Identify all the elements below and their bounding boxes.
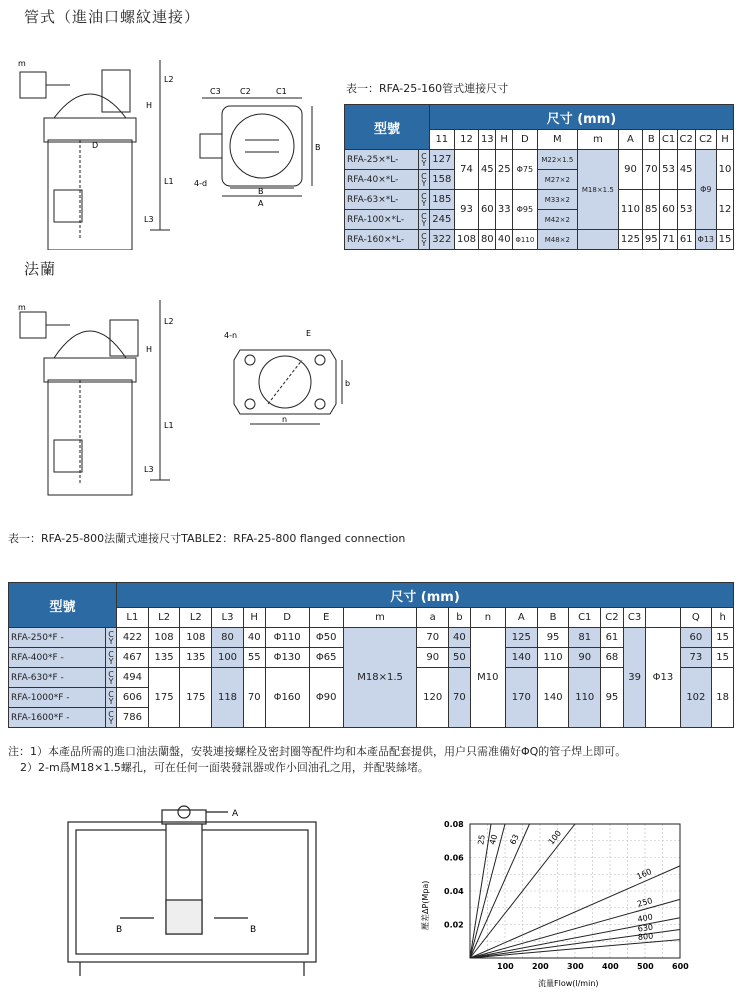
t1-col: 13: [479, 130, 496, 150]
t1-model: RFA-63×*L-: [345, 190, 419, 210]
t2-cell: 125: [506, 628, 538, 648]
t2-cell: 102: [680, 668, 712, 728]
t1-cell: 45: [479, 150, 496, 190]
t2-cell: Φ50: [309, 628, 343, 648]
t1-cell: 61: [677, 230, 695, 250]
x-tick-label: 600: [672, 962, 689, 971]
t2-cell: 135: [180, 648, 212, 668]
t2-model: RFA-1000*F -: [9, 688, 106, 708]
t2-cell: Φ160: [265, 668, 309, 728]
label-L3: L3: [144, 215, 154, 224]
x-tick-label: 300: [567, 962, 584, 971]
y-tick-label: 0.02: [444, 920, 464, 930]
t1-cell: M27×2: [537, 170, 578, 190]
x-tick-label: 200: [532, 962, 549, 971]
t1-model: RFA-40×*L-: [345, 170, 419, 190]
t1-cell: M48×2: [537, 230, 578, 250]
t2-cell: Φ90: [309, 668, 343, 728]
t2-col: h: [712, 608, 734, 628]
flange-top-view: [210, 320, 360, 430]
t1-cell: M18×1.5: [578, 150, 619, 230]
chart-ylabel: 壓差ΔP(Mpa): [421, 880, 430, 930]
t1-cell: 245: [429, 210, 454, 230]
t2-cell: 68: [601, 648, 624, 668]
chart-xlabel: 流量Flow(l/min): [538, 979, 599, 988]
t2-cy: C Y: [106, 648, 117, 668]
tank-installation-diagram: [60, 800, 330, 980]
t2-col: L3: [212, 608, 244, 628]
y-tick-label: 0.08: [444, 820, 464, 829]
t1-cell: 93: [454, 190, 479, 230]
t2-col: m: [343, 608, 417, 628]
x-tick-label: 100: [497, 962, 514, 971]
t2-cell: 90: [569, 648, 601, 668]
t2-cell: 95: [601, 668, 624, 728]
t2-cell: 40: [449, 628, 471, 648]
series-label-40: 40: [487, 833, 500, 846]
t2-cell: 110: [569, 668, 601, 728]
t2-cell: 140: [506, 648, 538, 668]
label-B-side: B: [315, 143, 321, 152]
t1-cell: Φ110: [513, 230, 537, 250]
t1-model: RFA-160×*L-: [345, 230, 419, 250]
t2-cell: M10: [470, 628, 505, 728]
t1-cell: 53: [677, 190, 695, 230]
t1-col: B: [643, 130, 660, 150]
t2-col: E: [309, 608, 343, 628]
t1-col: H: [496, 130, 513, 150]
t1-cell: Φ13: [695, 230, 717, 250]
t2-cell: 175: [180, 668, 212, 728]
t1-cell: 33: [496, 190, 513, 230]
t2-cell: 422: [117, 628, 149, 648]
t2-cell: 606: [117, 688, 149, 708]
label-4-n: 4-n: [224, 331, 238, 340]
label-L2-flange: L2: [164, 317, 174, 326]
t1-cell: 60: [479, 190, 496, 230]
t2-cy: C Y: [106, 628, 117, 648]
label-inlet-A: A: [232, 809, 239, 819]
t1-cell: 12: [717, 190, 734, 230]
t1-cy: C Y: [418, 190, 429, 210]
t1-col: m: [578, 130, 619, 150]
t1-cell: 110: [618, 190, 643, 230]
t1-col: C1: [660, 130, 678, 150]
t2-cell: 60: [680, 628, 712, 648]
label-4-d: 4-d: [194, 179, 208, 188]
t1-model: RFA-100×*L-: [345, 210, 419, 230]
label-outlet-B-right: B: [250, 925, 257, 935]
table2-caption: 表一：RFA-25-800法蘭式連接尺寸TABLE2：RFA-25-800 flanged connection: [8, 532, 406, 545]
t2-col: Q: [680, 608, 712, 628]
x-tick-label: 500: [637, 962, 654, 971]
y-tick-label: 0.04: [444, 887, 464, 896]
t1-cy: C Y: [418, 230, 429, 250]
label-A: A: [258, 199, 264, 208]
t1-cell: 25: [496, 150, 513, 190]
t2-cell: 494: [117, 668, 149, 688]
table1-size-header: 尺寸 (mm): [429, 105, 733, 130]
t2-cell: 170: [506, 668, 538, 728]
t2-cell: 70: [449, 668, 471, 728]
pressure-flow-chart: [410, 810, 710, 990]
t2-model: RFA-630*F -: [9, 668, 106, 688]
t2-cell: 73: [680, 648, 712, 668]
t2-cell: 70: [417, 628, 449, 648]
t2-cell: 80: [212, 628, 244, 648]
table1-model-header: 型號: [345, 105, 430, 150]
t2-cell: 786: [117, 708, 149, 728]
t2-cell: 108: [148, 628, 180, 648]
pipe-filter-side-view: [10, 40, 210, 250]
t1-cell: 53: [660, 150, 678, 190]
label-L1-flange: L1: [164, 421, 174, 430]
series-label-400: 400: [636, 912, 654, 925]
t1-col: D: [513, 130, 537, 150]
t1-model: RFA-25×*L-: [345, 150, 419, 170]
label-C3: C3: [210, 87, 221, 96]
label-H: H: [146, 101, 153, 110]
t1-cell: 108: [454, 230, 479, 250]
t2-col: C3: [623, 608, 646, 628]
t2-cell: Φ130: [265, 648, 309, 668]
t2-col: L2: [180, 608, 212, 628]
t2-col: A: [506, 608, 538, 628]
t2-cell: 55: [243, 648, 265, 668]
t2-cell: 40: [243, 628, 265, 648]
t1-col: M: [537, 130, 578, 150]
t2-model: RFA-250*F -: [9, 628, 106, 648]
t2-col: a: [417, 608, 449, 628]
t2-cell: 90: [417, 648, 449, 668]
t1-cell: 90: [618, 150, 643, 190]
t2-col: D: [265, 608, 309, 628]
t2-cell: Φ13: [646, 628, 680, 728]
t1-col: C2: [695, 130, 717, 150]
t1-cell: 10: [717, 150, 734, 190]
t2-cell: 120: [417, 668, 449, 728]
t2-cell: 100: [212, 648, 244, 668]
t1-cell: Φ95: [513, 190, 537, 230]
t1-cell: [578, 230, 619, 250]
t2-col: C1: [569, 608, 601, 628]
table1-caption: 表一：RFA-25-160管式連接尺寸: [346, 82, 509, 95]
flange-filter-side-view: [10, 280, 210, 500]
series-label-630: 630: [637, 922, 654, 934]
series-label-63: 63: [508, 832, 521, 846]
t2-cell: 140: [537, 668, 569, 728]
label-B: B: [258, 187, 264, 196]
t2-cell: 39: [623, 628, 646, 728]
y-tick-label: 0.06: [444, 853, 464, 863]
table2-model-header: 型號: [9, 583, 117, 628]
t1-cy: C Y: [418, 170, 429, 190]
series-label-100: 100: [546, 828, 564, 847]
t1-cell: 80: [479, 230, 496, 250]
t2-cell: 15: [712, 648, 734, 668]
t2-col: n: [470, 608, 505, 628]
label-D: D: [92, 141, 99, 150]
t1-cell: 40: [496, 230, 513, 250]
t1-cell: 158: [429, 170, 454, 190]
title-pipe-connection: 管式（進油口螺紋連接）: [24, 8, 201, 26]
t1-col: C2: [677, 130, 695, 150]
t2-cell: 81: [569, 628, 601, 648]
t1-cy: C Y: [418, 150, 429, 170]
t1-cell: 322: [429, 230, 454, 250]
t2-cell: 18: [712, 668, 734, 728]
label-C1: C1: [276, 87, 287, 96]
label-b: b: [345, 379, 351, 388]
t1-cell: 85: [643, 190, 660, 230]
t1-cell: Φ75: [513, 150, 537, 190]
t2-cell: 61: [601, 628, 624, 648]
t1-col: 11: [429, 130, 454, 150]
label-n: n: [282, 415, 288, 424]
label-m-flange: m: [18, 303, 26, 312]
label-L1: L1: [164, 177, 174, 186]
t1-cell: 74: [454, 150, 479, 190]
t1-cy: C Y: [418, 210, 429, 230]
t2-cell: 135: [148, 648, 180, 668]
t2-col: L2: [148, 608, 180, 628]
t1-cell: M22×1.5: [537, 150, 578, 170]
t2-cell: M18×1.5: [343, 628, 417, 728]
label-L2: L2: [164, 75, 174, 84]
series-label-160: 160: [635, 866, 653, 882]
label-H-flange: H: [146, 345, 153, 354]
t1-cell: 95: [643, 230, 660, 250]
t2-cell: Φ110: [265, 628, 309, 648]
t1-cell: 125: [618, 230, 643, 250]
table1-pipe-dimensions: [344, 104, 734, 250]
t1-col: H: [717, 130, 734, 150]
t2-cell: 110: [537, 648, 569, 668]
label-C2: C2: [240, 87, 251, 96]
t1-cell: 71: [660, 230, 678, 250]
series-label-250: 250: [636, 896, 654, 909]
series-label-25: 25: [476, 833, 487, 846]
pipe-filter-top-view: [190, 84, 340, 214]
label-outlet-B-left: B: [116, 925, 123, 935]
note-2: 2）2-m爲M18×1.5螺孔，可在任何一面裝發訊器或作小回油孔之用，并配裝絲堵。: [20, 761, 429, 774]
title-flange-connection: 法蘭: [24, 260, 57, 278]
t1-cell: 185: [429, 190, 454, 210]
t1-cell: 15: [717, 230, 734, 250]
x-tick-label: 400: [602, 962, 619, 971]
t2-col: H: [243, 608, 265, 628]
t2-cell: 118: [212, 668, 244, 728]
t1-cell: 45: [677, 150, 695, 190]
t1-cell: 127: [429, 150, 454, 170]
table2-flange-dimensions: [8, 582, 734, 728]
t2-cell: 467: [117, 648, 149, 668]
t2-col: b: [449, 608, 471, 628]
t1-cell: 60: [660, 190, 678, 230]
t2-cell: 70: [243, 668, 265, 728]
t2-cell: 15: [712, 628, 734, 648]
t1-cell: M33×2: [537, 190, 578, 210]
t2-cy: C Y: [106, 668, 117, 688]
t2-col: B: [537, 608, 569, 628]
note-1: 注：1）本產品所需的進口油法蘭盤，安裝連接螺栓及密封圈等配件均和本產品配套提供，用户只需准備好ΦQ的管子焊上即可。: [8, 745, 627, 758]
t2-cell: 50: [449, 648, 471, 668]
t2-cy: C Y: [106, 688, 117, 708]
t2-cell: Φ65: [309, 648, 343, 668]
t1-cell: M42×2: [537, 210, 578, 230]
t2-model: RFA-400*F -: [9, 648, 106, 668]
t1-cell: Φ9: [695, 150, 717, 230]
t2-col: C2: [601, 608, 624, 628]
series-label-800: 800: [637, 931, 654, 942]
t1-col: A: [618, 130, 643, 150]
label-E: E: [306, 329, 312, 338]
table2-size-header: 尺寸 (mm): [117, 583, 734, 608]
t2-col: L1: [117, 608, 149, 628]
t1-cell: 70: [643, 150, 660, 190]
t2-cy: C Y: [106, 708, 117, 728]
t1-col: 12: [454, 130, 479, 150]
label-m: m: [18, 59, 26, 68]
t2-cell: 175: [148, 668, 180, 728]
t2-cell: 95: [537, 628, 569, 648]
t2-cell: 108: [180, 628, 212, 648]
t2-model: RFA-1600*F -: [9, 708, 106, 728]
t2-col: [646, 608, 680, 628]
label-L3-flange: L3: [144, 465, 154, 474]
